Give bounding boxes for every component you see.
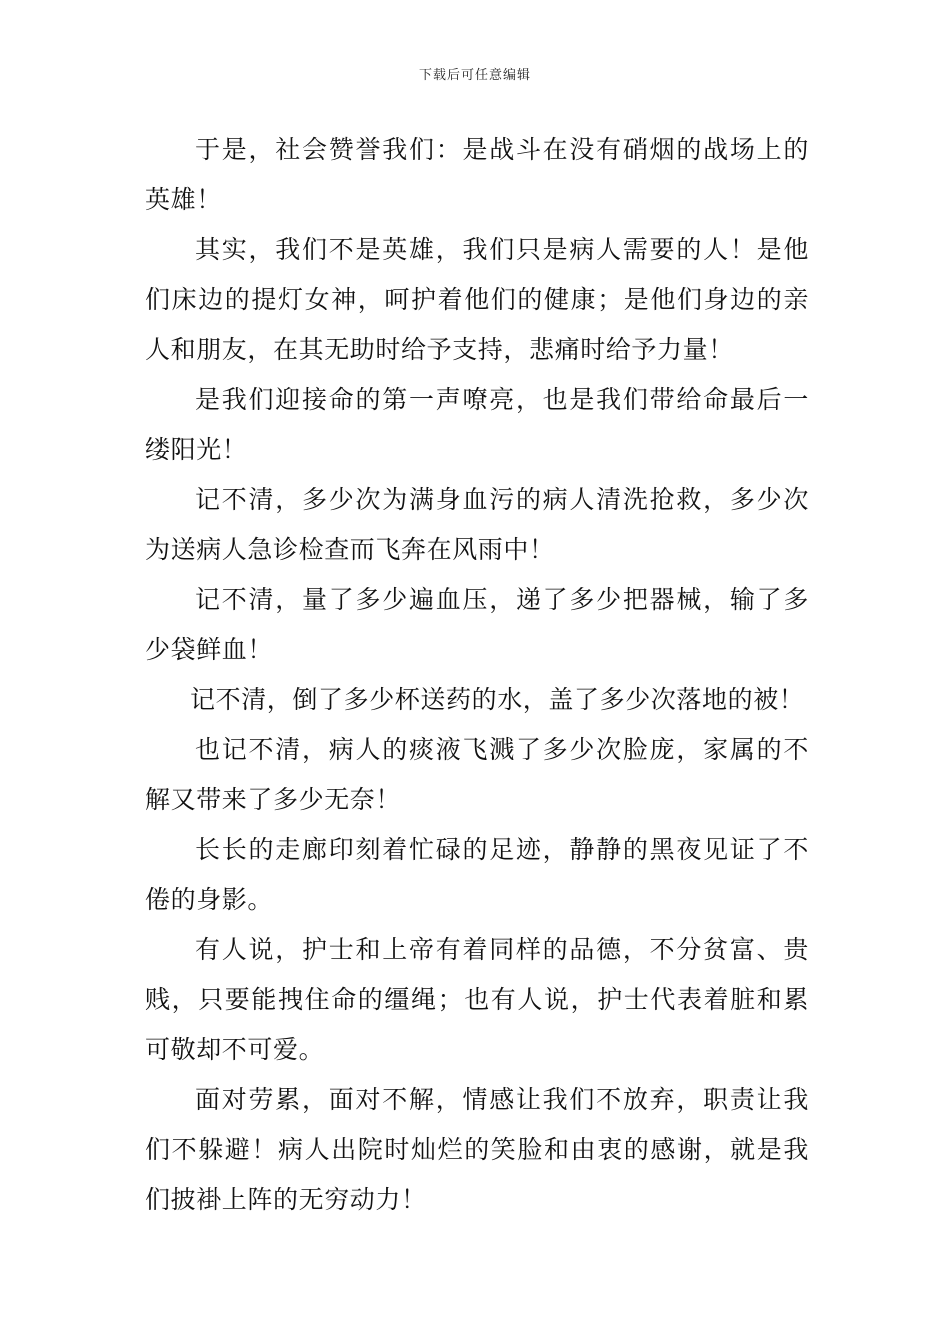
paragraph: 记不清，倒了多少杯送药的水，盖了多少次落地的被！ [190,685,805,714]
paragraph: 是我们迎接命的第一声嘹亮，也是我们带给命最后一缕阳光！ [145,385,809,464]
page-header: 下载后可任意编辑 [418,68,531,83]
paragraph: 于是，社会赞誉我们：是战斗在没有硝烟的战场上的英雄！ [145,135,809,214]
paragraph: 面对劳累，面对不解，情感让我们不放弃，职责让我们不躲避！病人出院时灿烂的笑脸和由衷的感谢，就是我们披褂上阵的无穷动力！ [145,1085,809,1214]
paragraph: 其实，我们不是英雄，我们只是病人需要的人！是他们床边的提灯女神，呵护着他们的健康；是他们身边的亲人和朋友，在其无助时给予支持，悲痛时给予力量！ [145,235,809,364]
paragraph: 长长的走廊印刻着忙碌的足迹，静静的黑夜见证了不倦的身影。 [145,835,809,914]
paragraph: 记不清，多少次为满身血污的病人清洗抢救，多少次为送病人急诊检查而飞奔在风雨中！ [145,485,809,564]
paragraph: 记不清，量了多少遍血压，递了多少把器械，输了多少袋鲜血！ [145,585,809,664]
paragraph: 有人说，护士和上帝有着同样的品德，不分贫富、贵贱，只要能拽住命的缰绳；也有人说，护士代表着脏和累可敬却不可爱。 [145,935,809,1064]
paragraph: 也记不清，病人的痰液飞溅了多少次脸庞，家属的不解又带来了多少无奈！ [145,735,809,814]
document-body [145,125,809,1225]
